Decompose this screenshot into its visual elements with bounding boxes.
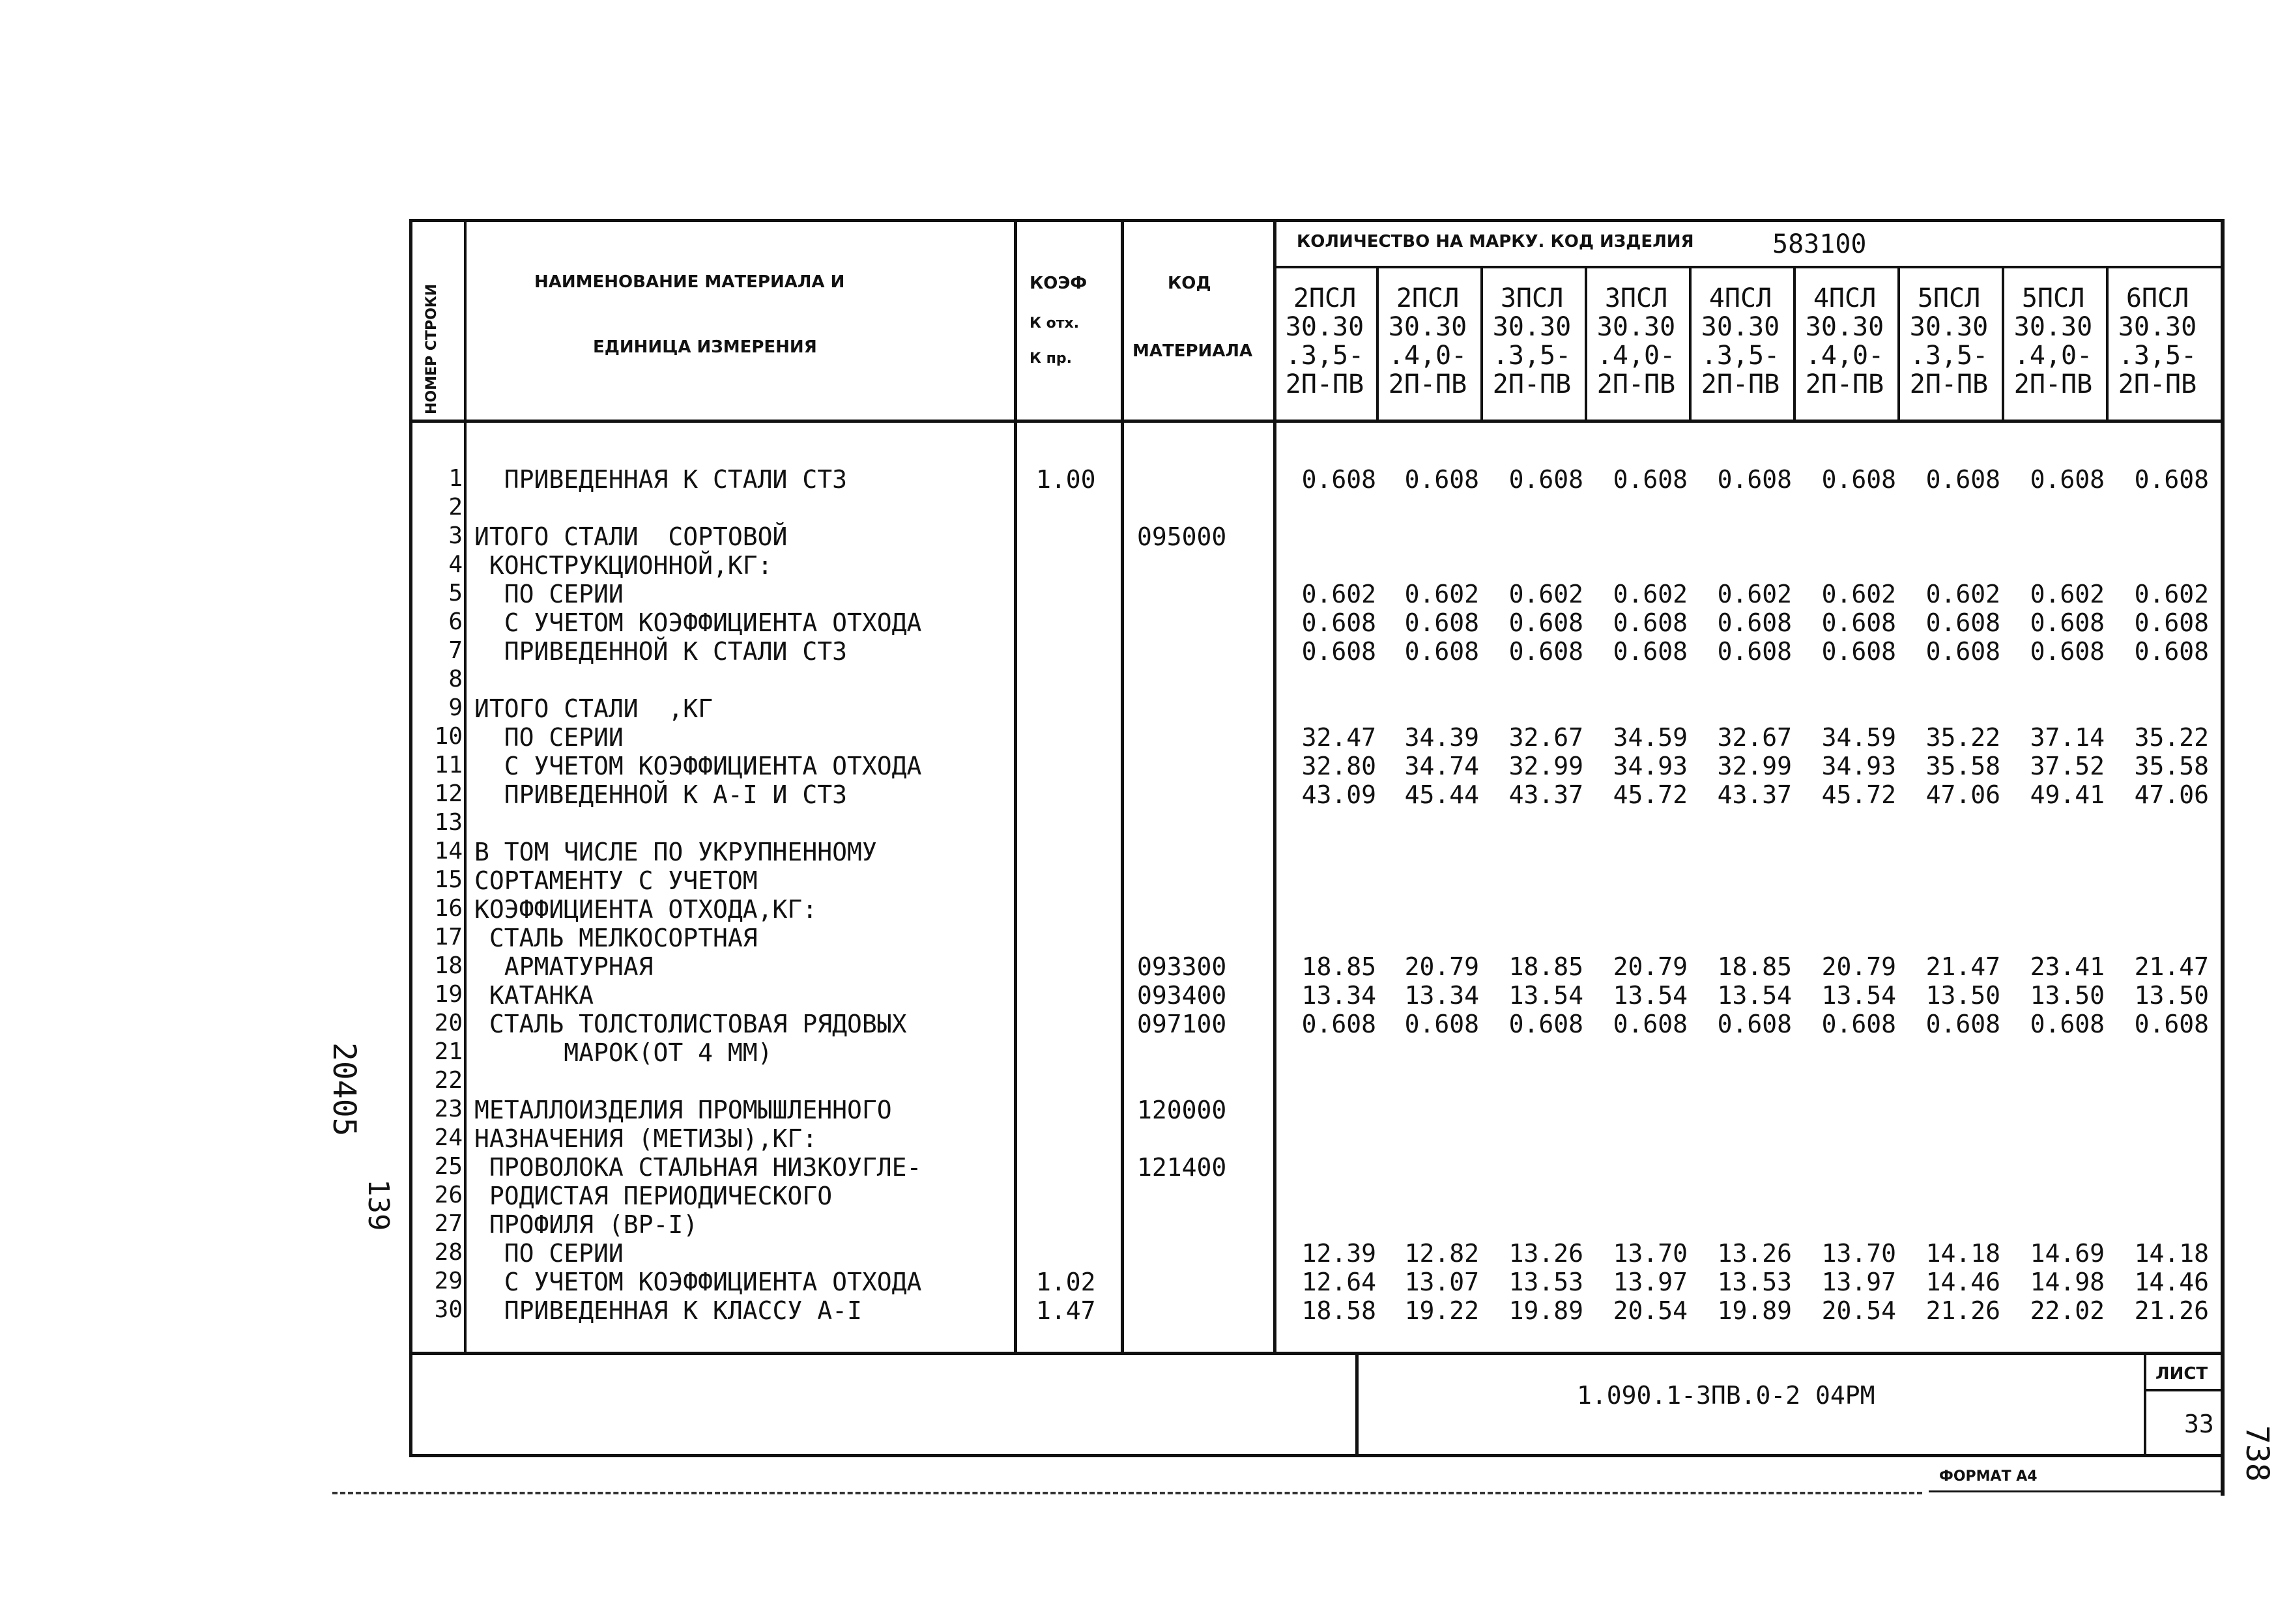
material-name: ПРИВЕДЕННАЯ К СТАЛИ СТ3: [474, 465, 847, 494]
quantity-value: 13.70: [1613, 1239, 1688, 1268]
material-name: НАЗНАЧЕНИЯ (МЕТИЗЫ),КГ:: [474, 1124, 818, 1153]
material-name: С УЧЕТОМ КОЭФФИЦИЕНТА ОТХОДА: [474, 752, 922, 780]
product-column-header-line: 2П-ПВ: [1285, 369, 1364, 399]
product-column-header-line: .3,5-: [2118, 341, 2197, 371]
material-name: ПРОВОЛОКА СТАЛЬНАЯ НИЗКОУГЛЕ-: [474, 1153, 922, 1182]
quantity-value: 14.46: [2134, 1268, 2209, 1296]
row-number: 27: [434, 1210, 463, 1237]
row-number: 16: [434, 895, 463, 922]
quantity-value: 14.98: [2030, 1268, 2105, 1296]
coefficient: 1.02: [1036, 1268, 1096, 1296]
quantity-value: 0.602: [1301, 580, 1376, 608]
quantity-value: 14.46: [1925, 1268, 2000, 1296]
quantity-value: 0.608: [1508, 1010, 1583, 1038]
quantity-value: 0.608: [1821, 465, 1896, 494]
quantity-value: 0.602: [1404, 580, 1479, 608]
quantity-value: 35.58: [2134, 752, 2209, 780]
product-code: 583100: [1772, 229, 1867, 259]
material-code: 097100: [1137, 1010, 1227, 1038]
quantity-value: 45.44: [1404, 780, 1479, 809]
quantity-value: 12.82: [1404, 1239, 1479, 1268]
coef-waste-label: К отх.: [1030, 315, 1080, 332]
quantity-value: 0.608: [1508, 637, 1583, 666]
quantity-value: 32.99: [1508, 752, 1583, 780]
coefficient: 1.47: [1036, 1296, 1096, 1325]
titleblock-bottom-line: [409, 1454, 2225, 1457]
material-code: 120000: [1137, 1096, 1227, 1124]
quantity-value: 20.54: [1613, 1296, 1688, 1325]
quantity-value: 0.608: [2134, 1010, 2209, 1038]
coef-reduction-label: К пр.: [1030, 350, 1072, 367]
quantity-value: 0.608: [1925, 637, 2000, 666]
titleblock-divider: [1355, 1352, 1359, 1456]
product-column-header-line: 2П-ПВ: [2118, 369, 2197, 399]
quantity-value: 49.41: [2030, 780, 2105, 809]
quantity-value: 0.608: [1404, 608, 1479, 637]
material-name: ПО СЕРИИ: [474, 580, 624, 608]
quantity-value: 0.608: [1404, 465, 1479, 494]
format-line: [1929, 1490, 2225, 1492]
row-number-header: НОМЕР СТРОКИ: [424, 283, 440, 414]
quantity-value: 13.70: [1821, 1239, 1896, 1268]
product-column-header-line: 30.30: [1388, 312, 1467, 342]
quantity-value: 20.54: [1821, 1296, 1896, 1325]
material-name: КАТАНКА: [474, 981, 594, 1010]
quantity-value: 0.608: [1301, 1010, 1376, 1038]
row-number: 3: [448, 522, 463, 549]
divider-rownum: [464, 219, 467, 1354]
material-name: КОНСТРУКЦИОННОЙ,КГ:: [474, 551, 773, 580]
divider-material: [1014, 219, 1017, 1354]
divider-coef: [1121, 219, 1124, 1354]
cut-line: [332, 1492, 1922, 1494]
quantity-value: 0.608: [2030, 608, 2105, 637]
product-column-header-line: 2П-ПВ: [1805, 369, 1884, 399]
product-column-header: [1379, 284, 1477, 399]
quantity-value: 0.608: [1613, 608, 1688, 637]
quantity-value: 13.50: [2030, 981, 2105, 1010]
product-column-header: [1900, 284, 1998, 399]
quantity-value: 19.89: [1508, 1296, 1583, 1325]
quantity-value: 13.34: [1301, 981, 1376, 1010]
quantity-value: 18.85: [1301, 952, 1376, 981]
product-column-header: [1692, 284, 1789, 399]
quantity-value: 0.608: [1821, 1010, 1896, 1038]
material-name: В ТОМ ЧИСЛЕ ПО УКРУПНЕННОМУ: [474, 838, 877, 866]
quantity-value: 0.608: [2134, 465, 2209, 494]
material-code: 093400: [1137, 981, 1227, 1010]
quantity-value: 0.608: [1717, 608, 1792, 637]
quantity-value: 0.608: [1301, 637, 1376, 666]
material-name: ИТОГО СТАЛИ ,КГ: [474, 694, 713, 723]
quantity-value: 0.608: [1613, 465, 1688, 494]
quantity-value: 34.93: [1613, 752, 1688, 780]
product-column-header-line: 30.30: [2013, 312, 2093, 342]
product-column-header: [2109, 284, 2206, 399]
material-name: ПРИВЕДЕННОЙ К А-I И СТ3: [474, 780, 847, 809]
quantity-value: 21.26: [1925, 1296, 2000, 1325]
coef-header: КОЭФ: [1030, 274, 1088, 293]
quantity-value: 34.59: [1821, 723, 1896, 752]
quantity-value: 0.602: [2030, 580, 2105, 608]
quantity-value: 34.39: [1404, 723, 1479, 752]
product-column-header-line: 4ПСЛ: [1708, 283, 1772, 313]
material-name: СОРТАМЕНТУ С УЧЕТОМ: [474, 866, 758, 895]
quantity-value: 0.608: [1925, 465, 2000, 494]
quantity-value: 0.602: [1613, 580, 1688, 608]
quantity-value: 23.41: [2030, 952, 2105, 981]
quantity-value: 0.608: [1301, 465, 1376, 494]
product-column-header-line: .4,0-: [1596, 341, 1676, 371]
quantity-value: 0.608: [2030, 1010, 2105, 1038]
quantity-value: 19.22: [1404, 1296, 1479, 1325]
product-column-header-line: 5ПСЛ: [1917, 283, 1981, 313]
product-column-header-line: 6ПСЛ: [2125, 283, 2189, 313]
row-number: 6: [448, 608, 463, 635]
row-number: 23: [434, 1096, 463, 1122]
material-name: СТАЛЬ МЕЛКОСОРТНАЯ: [474, 924, 758, 952]
material-name: ПО СЕРИИ: [474, 723, 624, 752]
row-number: 29: [434, 1268, 463, 1294]
quantity-value: 21.47: [1925, 952, 2000, 981]
product-column-header-line: 3ПСЛ: [1500, 283, 1564, 313]
quantity-value: 14.69: [2030, 1239, 2105, 1268]
quantity-value: 37.14: [2030, 723, 2105, 752]
quantity-value: 45.72: [1821, 780, 1896, 809]
quantity-value: 0.608: [1717, 465, 1792, 494]
product-column-header: [1587, 284, 1685, 399]
product-column-header-line: 2П-ПВ: [1492, 369, 1572, 399]
product-column-header-line: 4ПСЛ: [1813, 283, 1877, 313]
quantity-value: 47.06: [2134, 780, 2209, 809]
quantity-value: 34.59: [1613, 723, 1688, 752]
quantity-value: 20.79: [1613, 952, 1688, 981]
quantity-value: 0.608: [2134, 608, 2209, 637]
quantity-value: 12.39: [1301, 1239, 1376, 1268]
row-number: 8: [448, 666, 463, 692]
product-column-header-line: 30.30: [1701, 312, 1780, 342]
row-number: 17: [434, 924, 463, 950]
row-number: 5: [448, 580, 463, 606]
quantity-value: 35.58: [1925, 752, 2000, 780]
quantity-value: 35.22: [2134, 723, 2209, 752]
product-column-header-line: .3,5-: [1909, 341, 1989, 371]
quantity-value: 22.02: [2030, 1296, 2105, 1325]
product-column-header-line: .3,5-: [1285, 341, 1364, 371]
product-column-header-line: 30.30: [1596, 312, 1676, 342]
row-number: 1: [448, 465, 463, 492]
row-number: 20: [434, 1010, 463, 1036]
quantity-value: 32.47: [1301, 723, 1376, 752]
row-number: 2: [448, 494, 463, 520]
material-name: МЕТАЛЛОИЗДЕЛИЯ ПРОМЫШЛЕННОГО: [474, 1096, 892, 1124]
row-number: 14: [434, 838, 463, 864]
document-code: 1.090.1-3ПВ.0-2 04РМ: [1577, 1381, 1875, 1410]
material-name: ПРИВЕДЕННАЯ К КЛАССУ А-I: [474, 1296, 862, 1325]
frame-left: [409, 219, 412, 1457]
quantity-subline: [1273, 266, 2225, 268]
quantity-value: 13.54: [1717, 981, 1792, 1010]
quantity-value: 43.09: [1301, 780, 1376, 809]
quantity-value: 0.608: [1404, 1010, 1479, 1038]
quantity-value: 34.93: [1821, 752, 1896, 780]
quantity-value: 13.97: [1613, 1268, 1688, 1296]
material-name: ПО СЕРИИ: [474, 1239, 624, 1268]
quantity-value: 0.608: [1717, 637, 1792, 666]
product-column-header-line: 2П-ПВ: [1701, 369, 1780, 399]
quantity-value: 0.608: [1508, 608, 1583, 637]
material-name: С УЧЕТОМ КОЭФФИЦИЕНТА ОТХОДА: [474, 608, 922, 637]
quantity-value: 19.89: [1717, 1296, 1792, 1325]
quantity-value: 13.50: [2134, 981, 2209, 1010]
row-number: 12: [434, 780, 463, 807]
product-column-header-line: 2ПСЛ: [1293, 283, 1357, 313]
quantity-value: 32.67: [1717, 723, 1792, 752]
material-name-header: НАИМЕНОВАНИЕ МАТЕРИАЛА И: [534, 272, 845, 292]
product-column-header-line: .4,0-: [2013, 341, 2093, 371]
quantity-value: 0.602: [1821, 580, 1896, 608]
row-number: 30: [434, 1296, 463, 1323]
quantity-value: 14.18: [1925, 1239, 2000, 1268]
material-name: АРМАТУРНАЯ: [474, 952, 654, 981]
material-name: ПРОФИЛЯ (ВР-I): [474, 1210, 699, 1239]
quantity-value: 32.80: [1301, 752, 1376, 780]
product-column-header-line: 2П-ПВ: [1596, 369, 1676, 399]
product-column-header-line: 2П-ПВ: [1388, 369, 1467, 399]
frame-right: [2221, 219, 2225, 1496]
sheet-number: 33: [2184, 1410, 2214, 1438]
product-column-header-line: 3ПСЛ: [1604, 283, 1668, 313]
quantity-value: 21.47: [2134, 952, 2209, 981]
margin-note-inventory: 20405: [326, 1042, 362, 1137]
quantity-value: 0.608: [1404, 637, 1479, 666]
quantity-value: 18.58: [1301, 1296, 1376, 1325]
row-number: 28: [434, 1239, 463, 1266]
quantity-value: 13.97: [1821, 1268, 1896, 1296]
quantity-value: 34.74: [1404, 752, 1479, 780]
quantity-value: 0.608: [1925, 608, 2000, 637]
material-name: С УЧЕТОМ КОЭФФИЦИЕНТА ОТХОДА: [474, 1268, 922, 1296]
quantity-value: 18.85: [1508, 952, 1583, 981]
material-code: 095000: [1137, 522, 1227, 551]
row-number: 11: [434, 752, 463, 778]
row-number: 24: [434, 1124, 463, 1151]
quantity-value: 13.53: [1717, 1268, 1792, 1296]
quantity-value: 20.79: [1821, 952, 1896, 981]
product-column-header-line: .4,0-: [1388, 341, 1467, 371]
quantity-value: 0.602: [1717, 580, 1792, 608]
quantity-value: 0.602: [1508, 580, 1583, 608]
quantity-value: 43.37: [1508, 780, 1583, 809]
row-number: 19: [434, 981, 463, 1008]
quantity-value: 13.53: [1508, 1268, 1583, 1296]
row-number: 25: [434, 1153, 463, 1180]
material-name: СТАЛЬ ТОЛСТОЛИСТОВАЯ РЯДОВЫХ: [474, 1010, 907, 1038]
format-label: ФОРМАТ А4: [1939, 1468, 2038, 1485]
quantity-value: 13.54: [1821, 981, 1896, 1010]
quantity-value: 0.608: [2030, 465, 2105, 494]
quantity-value: 35.22: [1925, 723, 2000, 752]
row-number: 15: [434, 866, 463, 893]
material-name: КОЭФФИЦИЕНТА ОТХОДА,КГ:: [474, 895, 818, 924]
margin-note-page: 738: [2239, 1425, 2275, 1482]
quantity-value: 18.85: [1717, 952, 1792, 981]
material-unit-header: ЕДИНИЦА ИЗМЕРЕНИЯ: [593, 337, 817, 357]
row-number: 7: [448, 637, 463, 664]
sheet-box-mid: [2144, 1389, 2225, 1391]
coefficient: 1.00: [1036, 465, 1096, 494]
quantity-value: 0.608: [1717, 1010, 1792, 1038]
product-column-header: [1483, 284, 1581, 399]
quantity-value: 0.608: [1821, 637, 1896, 666]
product-column-header: [1276, 284, 1374, 399]
material-name: ПРИВЕДЕННОЙ К СТАЛИ СТ3: [474, 637, 847, 666]
row-number: 10: [434, 723, 463, 750]
product-column-header-line: .3,5-: [1492, 341, 1572, 371]
product-column-header-line: 30.30: [1805, 312, 1884, 342]
quantity-value: 13.50: [1925, 981, 2000, 1010]
product-column-header-line: .3,5-: [1701, 341, 1780, 371]
quantity-value: 37.52: [2030, 752, 2105, 780]
product-column-header-line: 30.30: [2118, 312, 2197, 342]
quantity-header: КОЛИЧЕСТВО НА МАРКУ. КОД ИЗДЕЛИЯ: [1297, 232, 1694, 251]
row-number: 26: [434, 1182, 463, 1208]
header-bottom-line: [409, 420, 2225, 423]
quantity-value: 12.64: [1301, 1268, 1376, 1296]
sheet-label: ЛИСТ: [2155, 1364, 2208, 1384]
product-column-header-line: .4,0-: [1805, 341, 1884, 371]
product-column-header: [2004, 284, 2102, 399]
quantity-value: 0.608: [1925, 1010, 2000, 1038]
product-column-header-line: 30.30: [1285, 312, 1364, 342]
row-number: 13: [434, 809, 463, 836]
quantity-value: 32.99: [1717, 752, 1792, 780]
product-column-header-line: 2ПСЛ: [1396, 283, 1460, 313]
product-column-header-line: 30.30: [1909, 312, 1989, 342]
quantity-value: 20.79: [1404, 952, 1479, 981]
quantity-value: 45.72: [1613, 780, 1688, 809]
material-code-header: МАТЕРИАЛА: [1132, 341, 1253, 361]
quantity-value: 0.608: [1613, 637, 1688, 666]
row-number: 21: [434, 1038, 463, 1065]
row-number: 4: [448, 551, 463, 578]
product-column-header-line: 30.30: [1492, 312, 1572, 342]
quantity-value: 0.602: [2134, 580, 2209, 608]
table-bottom-line: [409, 1352, 2225, 1355]
sheet-box-left: [2144, 1352, 2146, 1456]
quantity-value: 13.54: [1508, 981, 1583, 1010]
product-column-header-line: 2П-ПВ: [2013, 369, 2093, 399]
quantity-value: 47.06: [1925, 780, 2000, 809]
quantity-value: 14.18: [2134, 1239, 2209, 1268]
quantity-value: 13.54: [1613, 981, 1688, 1010]
material-name: МАРОК(ОТ 4 ММ): [474, 1038, 773, 1067]
quantity-value: 0.608: [1301, 608, 1376, 637]
quantity-value: 0.608: [2134, 637, 2209, 666]
row-number: 18: [434, 952, 463, 979]
material-code: 121400: [1137, 1153, 1227, 1182]
product-column-header-line: 2П-ПВ: [1909, 369, 1989, 399]
quantity-value: 0.608: [2030, 637, 2105, 666]
quantity-value: 13.07: [1404, 1268, 1479, 1296]
material-name: РОДИСТАЯ ПЕРИОДИЧЕСКОГО: [474, 1182, 833, 1210]
material-name: ИТОГО СТАЛИ СОРТОВОЙ: [474, 522, 788, 551]
frame-top: [409, 219, 2225, 222]
product-column-header: [1796, 284, 1894, 399]
quantity-value: 43.37: [1717, 780, 1792, 809]
quantity-value: 0.608: [1821, 608, 1896, 637]
quantity-value: 13.26: [1508, 1239, 1583, 1268]
product-column-header-line: 5ПСЛ: [2021, 283, 2085, 313]
row-number: 9: [448, 694, 463, 721]
quantity-value: 32.67: [1508, 723, 1583, 752]
quantity-value: 0.608: [1508, 465, 1583, 494]
material-code: 093300: [1137, 952, 1227, 981]
margin-note-number: 139: [362, 1179, 395, 1231]
quantity-value: 13.34: [1404, 981, 1479, 1010]
quantity-value: 0.602: [1925, 580, 2000, 608]
quantity-value: 13.26: [1717, 1239, 1792, 1268]
code-header: КОД: [1168, 274, 1211, 293]
quantity-value: 0.608: [1613, 1010, 1688, 1038]
row-number: 22: [434, 1067, 463, 1094]
quantity-value: 21.26: [2134, 1296, 2209, 1325]
